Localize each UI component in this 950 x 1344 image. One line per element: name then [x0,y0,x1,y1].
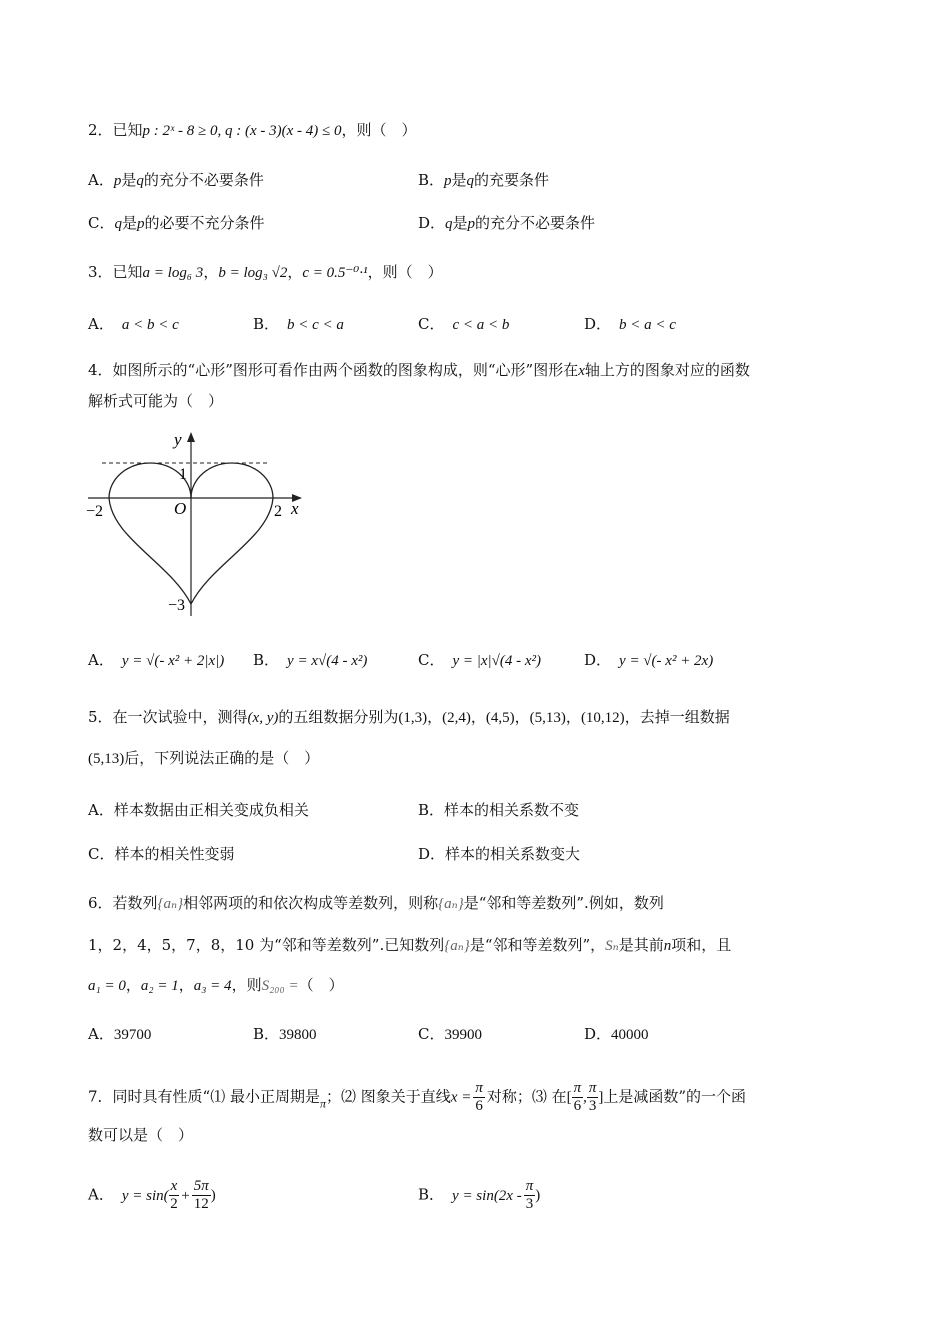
q6-option-a[interactable] [88,1023,151,1046]
option-label: C． [418,315,445,333]
option-label: B． [418,1185,445,1204]
q6-stem-text: 项和，且 [671,936,732,954]
q2-stem-prefix: 2．已知 [88,121,143,139]
option-math: ) [210,1187,216,1204]
option-text: 是 [121,214,137,232]
q3-option-a[interactable] [88,313,179,336]
q5-option-c[interactable] [88,843,235,865]
q7-bracket: ] [598,1089,604,1106]
option-text: 39800 [279,1027,317,1043]
q3-stem-prefix: 3．已知 [88,263,143,281]
option-math: p [113,173,122,189]
q6-stem-text: 是“邻和等差数列”.例如，数列 [463,894,664,912]
separator: ， [565,708,581,726]
option-label: D． [418,214,446,232]
q7-option-a[interactable] [88,1178,216,1213]
option-math: y = sin( [121,1187,169,1204]
option-text: 的必要不充分条件 [144,214,265,232]
q6-a1: a₁ = 0 [88,978,126,994]
q7-stem-text: 上是减函数”的一个函 [603,1087,747,1106]
option-math: y = x√(4 - x²) [287,653,368,669]
q6-n: n [663,938,672,954]
q4-stem-line1 [88,359,750,382]
fraction-denominator: 2 [170,1196,178,1212]
q5-data-point: (1,3) [398,710,428,726]
fraction-denominator: 3 [525,1196,534,1212]
option-text: 40000 [611,1027,649,1043]
q7-bracket: [ [566,1089,572,1106]
option-fraction [169,1178,180,1213]
fraction-numerator: π [475,1080,483,1096]
q5-stem-text: ，去掉一组数据 [624,708,730,726]
separator: ， [514,708,530,726]
q6-stem-text: ，则 [231,976,262,994]
q2-formula: p : 2ˣ - 8 ≥ 0, q : (x - 3)(x - 4) ≤ 0 [142,123,342,139]
q5-pair: (x, y) [247,710,279,726]
q4-option-d[interactable] [584,649,713,672]
q5-option-b[interactable] [418,799,579,821]
q7-fraction-pi-6-interval [572,1080,584,1115]
q6-sn: Sₙ [605,938,619,954]
q3-a-expr: a = log₆ 3 [142,265,204,281]
q6-stem-text: 是“邻和等差数列”， [469,936,606,954]
option-text: 是 [451,171,467,189]
q7-stem-line1 [88,1080,746,1115]
option-math: a < b < c [121,317,179,333]
y-axis-arrow [187,432,195,442]
option-label: C． [418,1025,445,1043]
label-two: 2 [274,503,282,520]
option-math: q [136,173,144,189]
q7-stem-text: 对称；⑶ 在 [486,1087,567,1106]
option-label: A． [88,315,114,333]
separator: , [583,1089,587,1106]
q2-option-c[interactable] [88,212,265,235]
option-text: 的充分不必要条件 [143,171,264,189]
q3-c-expr: c = 0.5⁻⁰·¹ [302,265,368,281]
q6-option-c[interactable] [418,1023,482,1046]
q3-b-expr: b = log₃ √2 [218,265,288,281]
q5-removed-point: (5,13) [88,751,125,767]
q5-stem-text: 的五组数据分别为 [278,708,399,726]
option-math: y = √(- x² + 2x) [619,653,714,669]
option-text: 样本的相关系数不变 [444,801,580,819]
option-label: D． [584,651,612,669]
option-label: B． [253,651,280,669]
fraction-denominator: 12 [193,1196,209,1212]
separator: ， [287,263,303,281]
q5-stem-text: 后，下列说法正确的是（ ） [124,749,320,767]
option-label: D． [584,315,612,333]
q6-stem-text: 1，2，4，5，7，8，10 为“邻和等差数列”.已知数列 [88,936,445,954]
q7-pi: π [319,1096,326,1111]
fraction-numerator: 5π [193,1178,209,1194]
q4-stem-x: x [578,363,585,379]
option-math: p [137,216,145,232]
q5-stem-line2 [88,747,319,770]
q7-option-b[interactable] [418,1178,540,1213]
option-text: 样本的相关性变弱 [114,845,235,863]
q2-stem-suffix: ，则（ ） [341,121,417,139]
option-text: 是 [121,171,137,189]
q4-stem-text: 轴上方的图象对应的函数 [584,361,750,379]
q3-option-b[interactable] [253,313,344,336]
q6-a2: a₂ = 1 [140,978,179,994]
q2-option-d[interactable] [418,212,595,235]
q3-option-c[interactable] [418,313,509,336]
option-text: 39700 [113,1027,152,1043]
q5-option-a[interactable] [88,799,309,821]
option-math: b < a < c [619,317,676,333]
fraction-numerator: π [573,1080,582,1096]
option-math: q [445,216,453,232]
option-label: A． [88,1025,114,1043]
separator: ， [125,976,141,994]
q6-a3: a₃ = 4 [193,978,232,994]
option-label: A． [88,1185,114,1204]
separator: ， [470,708,486,726]
option-label: C． [88,845,115,863]
option-math: y = sin(2x - [452,1187,522,1204]
q6-sequence: {aₙ} [438,896,464,912]
option-math: c < a < b [452,317,510,333]
option-text: 的充要条件 [474,171,550,189]
q7-stem-text: ；⑵ 图象关于直线 [326,1087,451,1106]
q7-fraction-pi-3-interval [587,1080,599,1115]
q5-data-point: (10,12) [580,710,625,726]
separator: ， [427,708,443,726]
q7-stem-line2: 数可以是（ ） [88,1126,194,1144]
q5-data-point: (2,4) [442,710,471,726]
q6-sequence: {aₙ} [444,938,470,954]
option-label: B． [253,315,280,333]
option-fraction [192,1178,211,1213]
option-label: B． [418,171,445,189]
option-math: p [444,173,452,189]
q6-stem-line2 [88,934,731,957]
q5-stem-line1 [88,706,730,729]
option-label: A． [88,171,114,189]
separator: ， [178,976,194,994]
fraction-numerator: π [525,1178,534,1194]
q6-stem-text: 是其前 [618,936,664,954]
option-label: D． [418,845,446,863]
q4-stem-line2: 解析式可能为（ ） [88,392,224,410]
plus-sign: + [181,1187,190,1204]
option-label: A． [88,801,114,819]
option-text: 39900 [444,1027,482,1043]
q7-x-eq: x = [450,1089,472,1106]
option-label: D． [584,1025,612,1043]
q5-data-point: (4,5) [485,710,515,726]
option-label: C． [88,214,115,232]
fraction-numerator: x [170,1178,178,1194]
q7-fraction-pi-6 [473,1080,485,1115]
q5-data-point: (5,13) [529,710,566,726]
q3-option-d[interactable] [584,313,676,336]
option-label: C． [418,651,445,669]
option-math: q [114,216,122,232]
q3-stem-suffix: ，则（ ） [367,263,443,281]
option-math: p [467,216,476,232]
heart-figure [80,428,320,618]
x-axis-label: x [291,499,299,518]
label-neg3: −3 [168,597,186,614]
q2-option-b[interactable] [418,169,549,192]
heart-upper-right [191,463,273,498]
label-one: 1 [179,466,187,483]
option-math: y = √(- x² + 2|x|) [121,653,225,669]
q5-stem-text: 5．在一次试验中，测得 [88,708,248,726]
option-label: B． [418,801,445,819]
option-text: 的充分不必要条件 [475,214,596,232]
option-math: y = |x|√(4 - x²) [452,653,542,669]
q6-stem-text: （ ） [298,976,344,994]
option-label: A． [88,651,114,669]
q4-option-a[interactable] [88,649,224,672]
origin-label: O [174,499,187,518]
q4-option-b[interactable] [253,649,367,672]
fraction-numerator: π [588,1080,597,1096]
label-neg2: −2 [86,503,104,520]
q6-s200: S₂₀₀ = [261,978,299,994]
q6-stem-line1 [88,892,664,915]
option-text: 样本的相关系数变大 [445,845,581,863]
option-text: 是 [452,214,468,232]
option-fraction [524,1178,536,1213]
q3-stem [88,261,443,284]
y-axis-label: y [174,430,182,449]
q2-stem [88,119,417,142]
q6-stem-text: 6．若数列 [88,894,158,912]
q2-option-a[interactable] [88,169,264,192]
q6-stem-line3 [88,974,344,997]
fraction-denominator: 3 [588,1098,597,1114]
option-label: B． [253,1025,280,1043]
q6-option-b[interactable] [253,1023,317,1046]
q5-option-d[interactable] [418,843,580,865]
option-math: b < c < a [287,317,344,333]
q6-sequence: {aₙ} [157,896,184,912]
q6-stem-text: 相邻两项的和依次构成等差数列，则称 [183,894,439,912]
option-math: q [466,173,475,189]
q7-stem-text: 7．同时具有性质“⑴ 最小正周期是 [88,1087,320,1106]
separator: ， [203,263,219,281]
fraction-denominator: 6 [475,1098,483,1114]
q4-stem-text: 4．如图所示的“心形”图形可看作由两个函数的图象构成，则“心形”图形在 [88,361,579,379]
option-math: ) [535,1187,541,1204]
q4-option-c[interactable] [418,649,541,672]
option-text: 样本数据由正相关变成负相关 [113,801,309,819]
q6-option-d[interactable] [584,1023,649,1046]
fraction-denominator: 6 [573,1098,582,1114]
